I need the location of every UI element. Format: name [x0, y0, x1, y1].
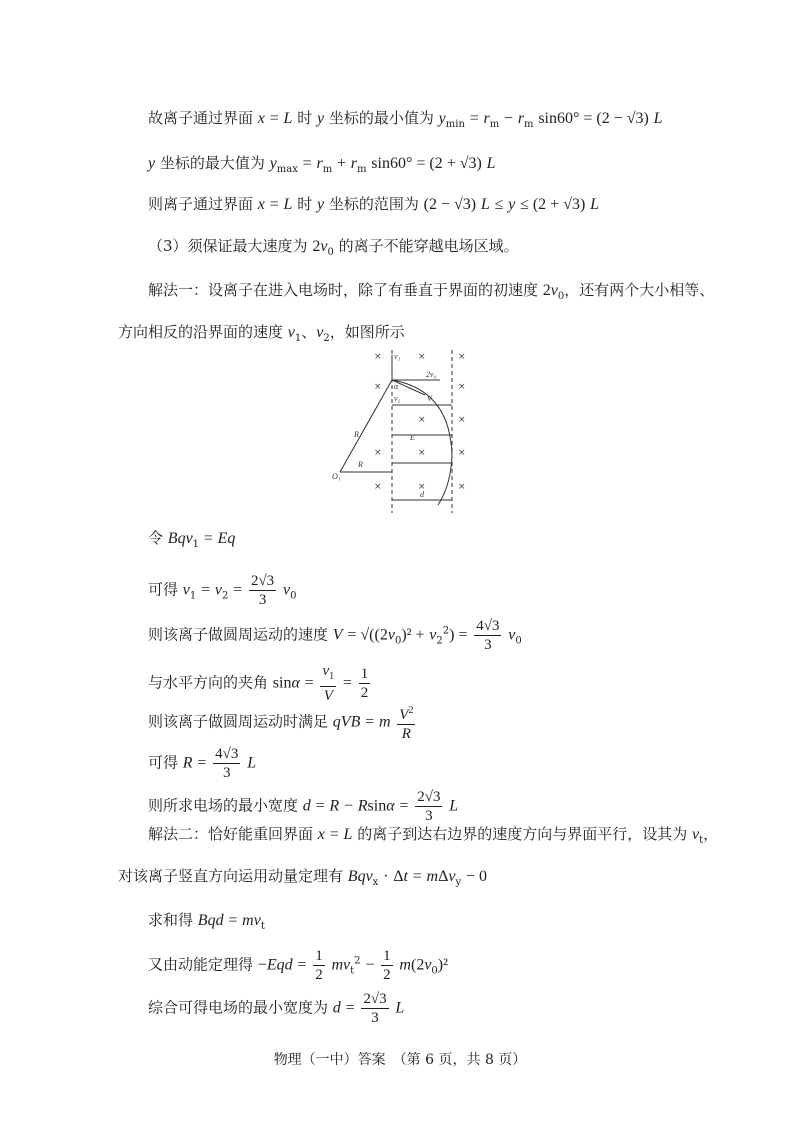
label-2v0: 2v₀ [426, 370, 437, 379]
cross: × [458, 448, 466, 458]
text-line-5: 解法一：设离子在进入电场时，除了有垂直于界面的初速度 $2v_0$，还有两个大小相等、 [148, 281, 715, 302]
eq-9: 又由动能定理得 −Eqd = $\frac{1}{2}$ $mv_t^2$ − $\frac{1}{2}$ $m(2v_0)^2$ [148, 948, 448, 983]
field-diagram [330, 345, 490, 515]
eq-3: 则该离子做圆周运动的速度 $V = √((2v_0)^2 + v_2^2)$ = $\frac{4√3}{3}$ $v_0$ [148, 618, 522, 653]
cross: × [418, 415, 426, 425]
text-line-3: 则离子通过界面 x = L 时 y 坐标的范围为 (2 − √3) L ≤ y ≤ (2 + √3) L [148, 195, 599, 213]
text-line-6: 方向相反的沿界面的速度 $v_1$、$v_2$，如图所示 [118, 323, 405, 344]
label-v2: v₂ [394, 394, 401, 403]
eq-1: 令 Bqv$_1$ = Eq [148, 529, 236, 550]
eq-8: 求和得 Bqd = $mv_t$ [148, 911, 265, 932]
eq-7: 则所求电场的最小宽度 d = R − Rsinα = $\frac{2√3}{3}$ L [148, 789, 459, 824]
cross: × [374, 352, 382, 362]
text-line-8: 对该离子竖直方向运用动量定理有 Bqv$_x$ · Δt = mΔv$_y$ − 0 [118, 867, 487, 888]
label-v1: v₁ [394, 352, 401, 361]
cross: × [418, 448, 426, 458]
page-footer: 物理（一中）答案 （第 6 页，共 8 页） [273, 1052, 527, 1068]
radius-line-1 [340, 380, 392, 472]
label-E: E [410, 433, 415, 442]
cross: × [418, 352, 426, 362]
label-d: d [420, 490, 424, 499]
eq-10: 综合可得电场的最小宽度为 d = $\frac{2√3}{3}$ L [148, 991, 405, 1026]
label-V: V [427, 394, 432, 403]
label-R1: R [354, 430, 359, 439]
eq-5: 则该离子做圆周运动时满足 qVB = m $\frac{V^2}{R}$ [148, 702, 417, 743]
text-line-1: 故离子通过界面 x = L 时 y 坐标的最小值为 $y_{min} = r_m - r_m$ sin60° = (2 − √3) L [148, 109, 663, 130]
cross: × [374, 382, 382, 392]
label-alpha: α [394, 382, 399, 391]
text-line-4: （3）须保证最大速度为 $2v_0$ 的离子不能穿越电场区域。 [148, 237, 519, 258]
label-R2: R [358, 460, 363, 469]
cross: × [458, 482, 466, 492]
eq-6: 可得 R = $\frac{4√3}{3}$ L [148, 746, 257, 781]
cross: × [458, 352, 466, 362]
cross: × [458, 415, 466, 425]
text-line-2: y 坐标的最大值为 $y_{max} = r_m + r_m$ sin60° = (2 + √3) L [148, 154, 496, 175]
cross: × [418, 482, 426, 492]
label-O1: O₁ [332, 472, 341, 481]
cross: × [458, 382, 466, 392]
text-line-7: 解法二：恰好能重回界面 x = L 的离子到达右边界的速度方向与界面平行，设其为 $v_t$， [148, 825, 719, 846]
cross: × [374, 482, 382, 492]
eq-2: 可得 $v_1 = v_2$ = $\frac{2√3}{3}$ $v_0$ [148, 573, 297, 608]
eq-4: 与水平方向的夹角 sinα = $\frac{v_1}{V}$ = $\frac{1}{2}$ [148, 663, 369, 704]
cross: × [374, 448, 382, 458]
